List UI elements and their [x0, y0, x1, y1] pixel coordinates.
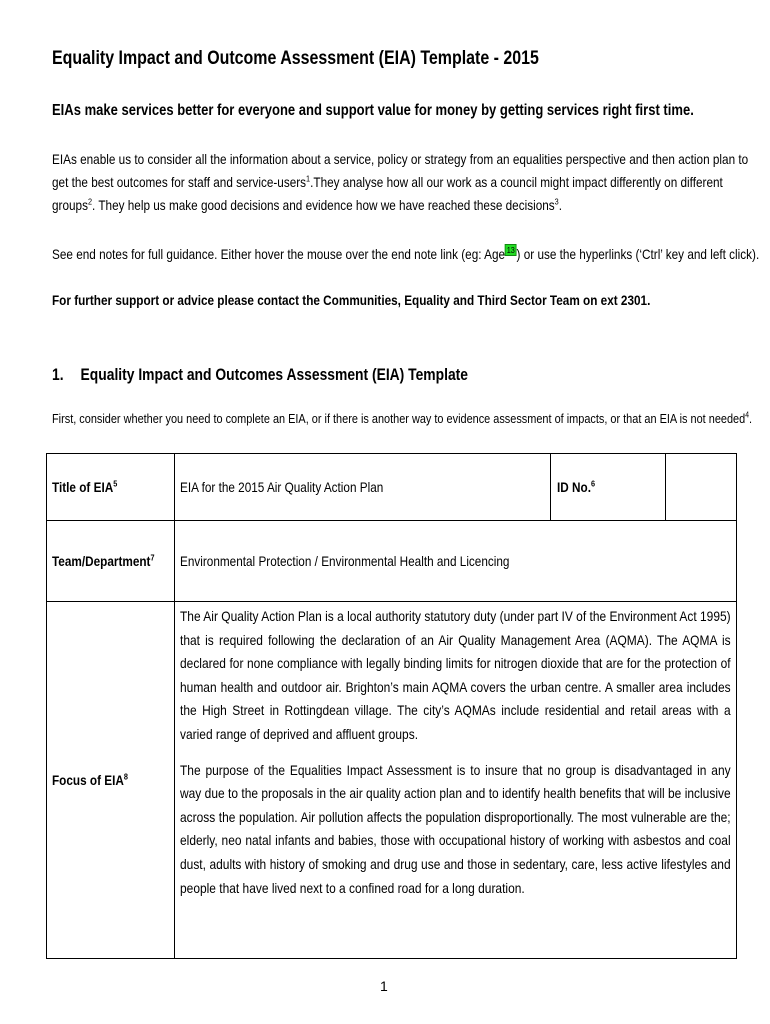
endnote-ref-2[interactable]: 2 [87, 196, 93, 207]
document-subtitle: EIAs make services better for everyone and support value for money by getting services right first time. [52, 102, 694, 119]
table-row-focus [47, 602, 737, 959]
team-value-cell[interactable] [175, 521, 737, 602]
section-heading [52, 366, 547, 385]
team-value: Environmental Protection / Environmental Health and Licencing [180, 553, 510, 569]
title-label-cell: Title of EIA$^5$ [47, 454, 175, 521]
section-intro: First, consider whether you need to complete an EIA, or if there is another way to evidence assessment of impacts, or that an EIA is not needed$^4$. [52, 410, 753, 426]
endnote-ref-3[interactable]: 3 [554, 196, 559, 207]
team-label-cell: Team/Department$^7$ [47, 521, 175, 602]
intro-line-1: EIAs enable us to consider all the information about a service, policy or strategy from an equalities perspective and then action plan to [52, 151, 749, 167]
endnote-ref-5[interactable]: 5 [113, 478, 118, 489]
page-number: 1 [380, 978, 388, 994]
table-row-team [47, 521, 737, 602]
id-value-cell[interactable] [666, 454, 737, 521]
focus-paragraph-2: The purpose of the Equalities Impact Assessment is to insure that no group is disadvantaged in any way due to the proposals in the air quality action plan and to identify health benefits that will be inclusive across the population. Air pollution affects the population disproportionally. The most vulnerable are the; elderly, neo natal infants and babies, those with occupational history of working with asbestos and coal dust, adults with history of smoking and drug use and those in sedentary, care, less active lifestyles and people that have lived next to a confined road for a long duration. [180, 761, 731, 896]
endnote-ref-4[interactable]: 4 [745, 410, 749, 420]
endnote-ref-1[interactable]: 1 [306, 173, 311, 184]
id-label-cell: ID No.$^6$ [551, 454, 666, 521]
intro-line-3: groups$^2$. They help us make good decisions and evidence how we have reached these decisions$^3$. [52, 196, 562, 213]
endnote-example-link[interactable]: 13 [506, 245, 515, 256]
focus-paragraph-1: The Air Quality Action Plan is a local authority statutory duty (under part IV of the Environment Act 1995) that is required following the declaration of an Air Quality Management Area (AQMA). The AQMA is declared for none compliance with legally binding limits for nitrogen dioxide that are for the protection of human health and outdoor air. Brighton’s main AQMA covers the urban centre. A smaller area includes the High Street in Rottingdean village. The city’s AQMAs include residential and retail areas with a varied range of deprived and affluent groups. [180, 608, 731, 742]
document-title: Equality Impact and Outcome Assessment (EIA) Template - 2015 [52, 48, 539, 69]
eia-form-table [46, 453, 737, 959]
contact-text: For further support or advice please contact the Communities, Equality and Third Sector Team on ext 2301. [52, 292, 651, 308]
endnote-ref-6[interactable]: 6 [591, 478, 596, 489]
endnote-ref-8[interactable]: 8 [123, 771, 128, 782]
guidance-text: See end notes for full guidance. Either hover the mouse over the end note link (eg: Age $^{13}$ ) or use the hyperlinks (‘Ctrl’ key and left click). [52, 245, 760, 262]
focus-label-cell: Focus of EIA$^8$ [47, 602, 175, 959]
endnote-ref-7[interactable]: 7 [150, 552, 155, 563]
intro-line-2: get the best outcomes for staff and service-users$^1$.They analyse how all our work as a council might impact differently on different [52, 173, 723, 190]
section-title: Equality Impact and Outcomes Assessment (EIA) Template [80, 366, 468, 384]
section-number: 1. [52, 366, 64, 384]
title-value-cell[interactable] [175, 454, 551, 521]
table-row-title [47, 454, 737, 521]
title-value: EIA for the 2015 Air Quality Action Plan [180, 479, 384, 495]
focus-value-cell[interactable] [175, 602, 737, 959]
